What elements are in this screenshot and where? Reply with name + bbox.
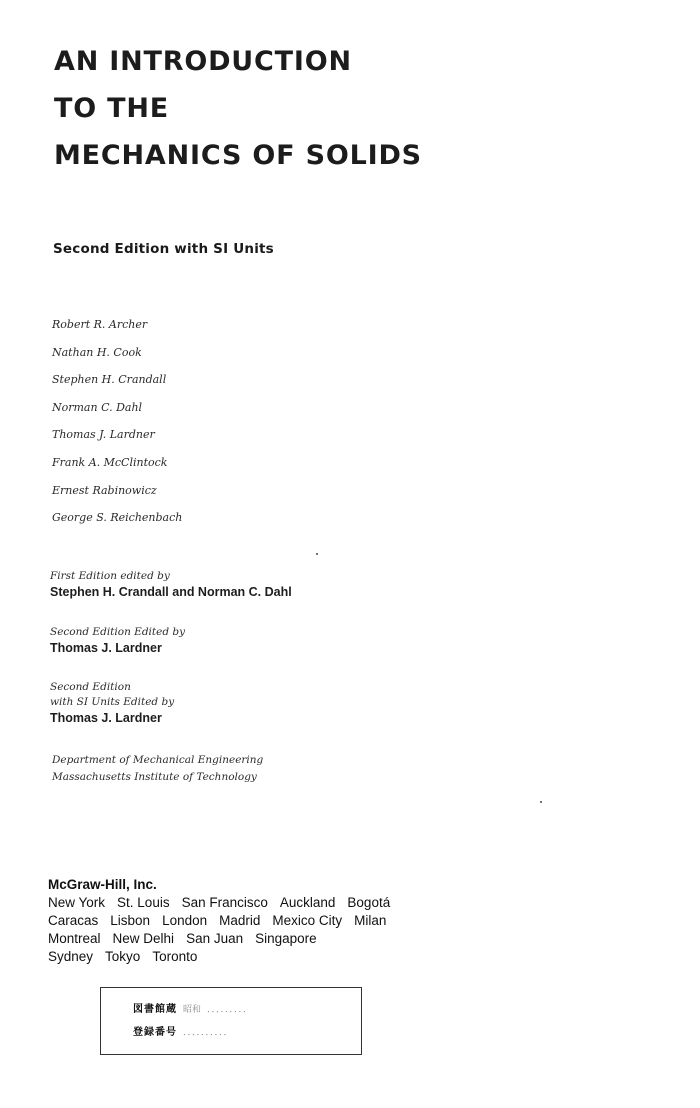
city: St. Louis (117, 895, 170, 910)
city: Bogotá (347, 895, 391, 910)
publisher-cities-row (48, 948, 402, 966)
city: Singapore (255, 931, 317, 946)
city: London (162, 913, 208, 928)
si-edition-label-line-2: with SI Units Edited by (50, 696, 175, 708)
publisher-block (48, 876, 402, 966)
author-name: Frank A. McClintock (52, 455, 168, 469)
city: Sydney (48, 949, 94, 964)
city: San Francisco (181, 895, 268, 910)
si-edition-credit (50, 680, 174, 726)
author-name: Robert R. Archer (52, 318, 148, 331)
title-line-1: AN INTRODUCTION (54, 46, 352, 77)
author-name: Nathan H. Cook (52, 345, 142, 359)
department-affiliation (52, 752, 263, 786)
book-title (54, 38, 422, 179)
second-edition-label: Second Edition Edited by (50, 626, 186, 638)
city: Auckland (279, 895, 336, 910)
first-edition-label: First Edition edited by (50, 570, 170, 582)
city: Montreal (48, 931, 101, 946)
title-line-2: TO THE (54, 93, 170, 124)
publisher-name: McGraw-Hill, Inc. (48, 877, 157, 892)
first-edition-editors: Stephen H. Crandall and Norman C. Dahl (50, 585, 292, 599)
author-name: Stephen H. Crandall (52, 373, 167, 387)
city: San Juan (186, 931, 244, 946)
city: Toronto (152, 949, 198, 964)
si-edition-label-line-1: Second Edition (50, 681, 131, 693)
publisher-cities-row (48, 894, 402, 912)
scan-speck (540, 801, 542, 803)
city: Caracas (48, 913, 99, 928)
author-list (52, 315, 182, 536)
second-edition-credit (50, 625, 185, 656)
si-edition-editor: Thomas J. Lardner (50, 711, 162, 725)
department-line: Department of Mechanical Engineering (52, 754, 264, 766)
stamp-line-1 (133, 1000, 252, 1015)
publisher-cities-row (48, 930, 402, 948)
library-stamp (100, 987, 362, 1055)
city: Milan (354, 913, 387, 928)
author-name: Norman C. Dahl (52, 400, 143, 414)
publisher-cities-row (48, 912, 402, 930)
stamp-registration-mark: 登録番号 (133, 1027, 177, 1038)
edition-subtitle: Second Edition with SI Units (53, 241, 274, 257)
first-edition-credit (50, 569, 292, 600)
city: Lisbon (110, 913, 151, 928)
city: New York (48, 895, 106, 910)
stamp-date-field: 昭和 (183, 1005, 202, 1015)
author-name: George S. Reichenbach (52, 511, 183, 525)
stamp-blank-field: ．．．．．．．．．． (183, 1028, 233, 1038)
city: Madrid (219, 913, 261, 928)
city: Tokyo (105, 949, 141, 964)
author-name: Thomas J. Lardner (52, 428, 155, 442)
second-edition-editor: Thomas J. Lardner (50, 641, 162, 655)
stamp-library-mark: 図書館蔵 (133, 1004, 177, 1015)
city: Mexico City (272, 913, 343, 928)
stamp-blank-field: ．．．．．．．．． (207, 1005, 253, 1015)
scan-speck (316, 553, 318, 555)
stamp-line-2 (133, 1023, 233, 1038)
city: New Delhi (112, 931, 175, 946)
institute-line: Massachusetts Institute of Technology (52, 771, 257, 783)
title-line-3: MECHANICS OF SOLIDS (54, 140, 422, 171)
author-name: Ernest Rabinowicz (52, 483, 157, 497)
